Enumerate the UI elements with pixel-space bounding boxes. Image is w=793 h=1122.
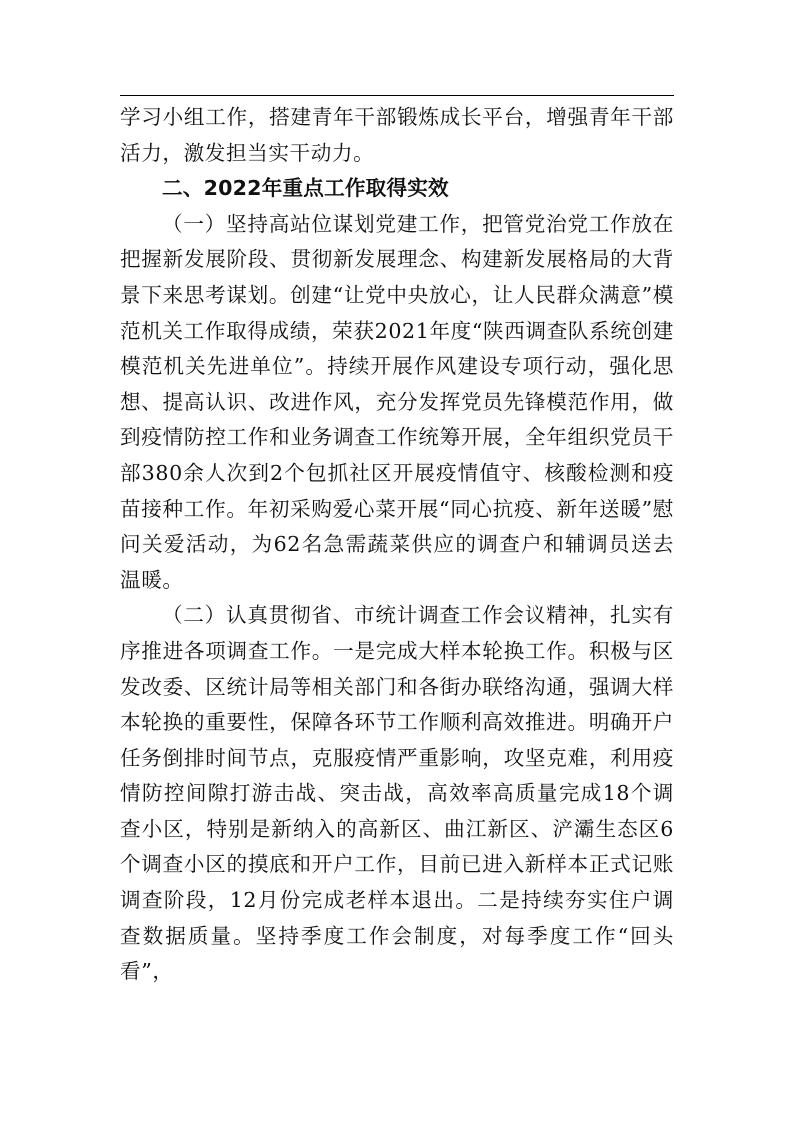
paragraph-survey-work	[120, 598, 674, 990]
paragraph-party-building	[120, 207, 674, 599]
paragraph-lead: （一）坚持高站位谋划党建工作，	[162, 211, 483, 236]
paragraph-text: 把管党治党工作放在把握新发展阶段、贯彻新发展理念、构建新发展格局的大背景下来思考谋划。创建“让党中央放心，让人民群众满意”模范机关工作取得成绩，荣获2021年度“陕西调查队系统创建模范机关先进单位”。持续开展作风建设专项行动，强化思想、提高认识、改进作风，充分发挥党员先锋模范作用，做到疫情防控工作和业务调查工作统筹开展，全年组织党员干部380余人次到2个包抓社区开展疫情值守、核酸检测和疫苗接种工作。年初采购爱心菜开展“同心抗疫、新年送暖”慰问关爱活动，为62名急需蔬菜供应的调查户和辅调员送去温暖。	[120, 211, 674, 592]
paragraph-text: 一是完成大样本轮换工作。积极与区发改委、区统计局等相关部门和各街办联络沟通，强调大样本轮换的重要性，保障各环节工作顺利高效推进。明确开户任务倒排时间节点，克服疫情严重影响，攻坚克难，利用疫情防控间隙打游击战、突击战，高效率高质量完成18个调查小区，特别是新纳入的高新区、曲江新区、浐灞生态区6个调查小区的摸底和开户工作，目前已进入新样本正式记账调查阶段，12月份完成老样本退出。二是持续夯实住户调查数据质量。坚持季度工作会制度，对每季度工作“回头看”，	[120, 638, 674, 984]
section-heading: 二、2022年重点工作取得实效	[162, 176, 449, 201]
header-rule-divider	[120, 95, 674, 96]
paragraph-continuation: 学习小组工作，搭建青年干部锻炼成长平台，增强青年干部活力，激发担当实干动力。	[120, 105, 674, 165]
paragraph-lead: （二）认真贯彻省、市统计调查工作会议精神，扎实有序推进各项调查工作。	[120, 603, 674, 663]
document-body	[120, 100, 674, 990]
